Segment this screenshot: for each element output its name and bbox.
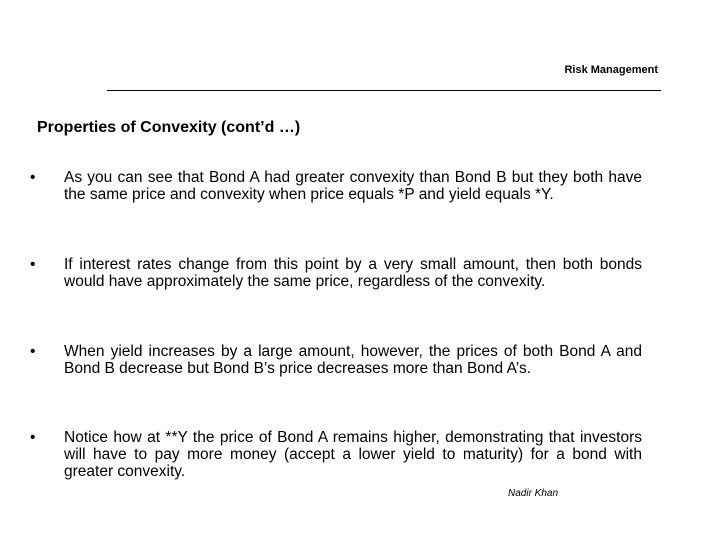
bullet-item	[30, 169, 642, 203]
bullet-icon: •	[30, 429, 36, 446]
bullet-icon: •	[30, 343, 36, 360]
bullet-item	[30, 343, 642, 377]
bullet-icon: •	[30, 256, 36, 273]
slide-title: Properties of Convexity (cont’d …)	[37, 119, 301, 136]
bullet-icon: •	[30, 169, 36, 186]
bullet-text: As you can see that Bond A had greater convexity than Bond B but they both have the same price and convexity when price equals *P and yield equals *Y.	[64, 169, 642, 203]
header-title: Risk Management	[564, 64, 658, 76]
bullet-item	[30, 429, 642, 480]
bullet-item	[30, 256, 642, 290]
header-divider	[107, 90, 661, 91]
bullet-text: Notice how at **Y the price of Bond A remains higher, demonstrating that investors will have to pay more money (accept a lower yield to maturity) for a bond with greater convexity.	[64, 429, 642, 480]
author-name: Nadir Khan	[508, 488, 559, 499]
bullet-text: If interest rates change from this point by a very small amount, then both bonds would have approximately the same price, regardless of the convexity.	[64, 256, 642, 290]
bullet-text: When yield increases by a large amount, however, the prices of both Bond A and Bond B decrease but Bond B’s price decreases more than Bond A’s.	[64, 343, 642, 377]
